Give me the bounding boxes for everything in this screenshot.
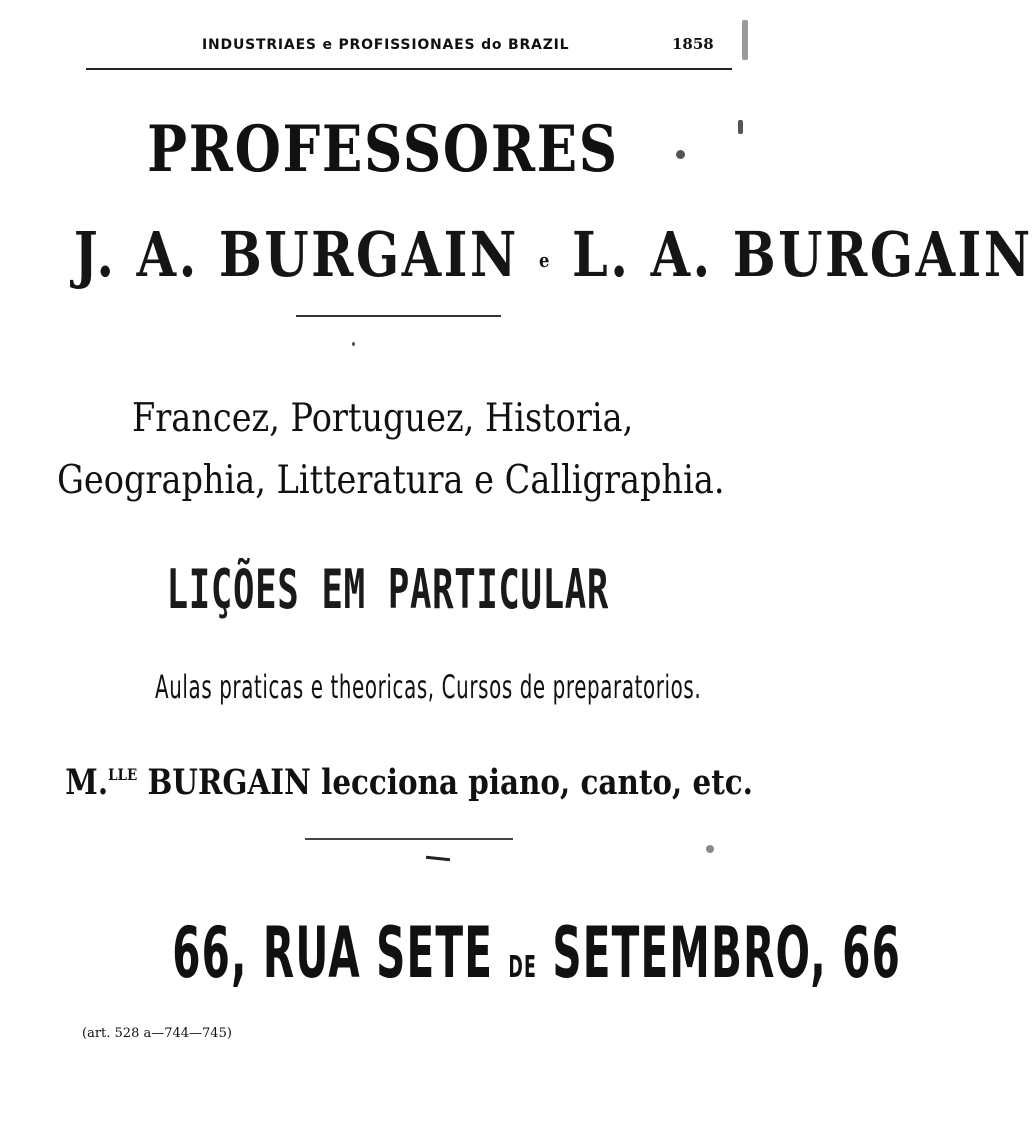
mlle-prefix: M. — [65, 762, 109, 803]
ink-speck — [738, 120, 743, 134]
mlle-text: BURGAIN lecciona piano, canto, etc. — [137, 762, 753, 803]
page-header — [86, 34, 736, 60]
divider-rule-1 — [296, 315, 501, 317]
ink-speck — [742, 20, 748, 60]
address-right: SETEMBRO, 66 — [537, 912, 901, 994]
address-de: DE — [508, 950, 538, 985]
courses-line: Aulas praticas e theoricas, Cursos de preparatorios. — [155, 668, 702, 706]
subjects-line-2: Geographia, Litteratura e Calligraphia. — [57, 458, 725, 503]
ornament-dash — [426, 856, 450, 861]
ink-speck — [352, 342, 355, 346]
professor-names — [73, 218, 1033, 291]
page-number: 1858 — [672, 35, 714, 53]
name-left: J. A. BURGAIN — [73, 218, 519, 291]
mlle-burgain-line — [65, 762, 753, 803]
header-rule — [86, 68, 732, 70]
address-left: 66, RUA SETE — [172, 912, 509, 994]
names-conjunction: e — [538, 248, 552, 272]
private-lessons-heading: LIÇÕES EM PARTICULAR — [166, 558, 610, 621]
mlle-superscript: LLE — [108, 765, 138, 784]
ink-speck — [676, 150, 685, 159]
running-title: INDUSTRIAES e PROFISSIONAES do BRAZIL — [202, 37, 570, 53]
article-reference: (art. 528 a—744—745) — [82, 1026, 232, 1041]
ad-title: PROFESSORES — [147, 112, 619, 187]
street-address — [172, 912, 901, 994]
divider-rule-2 — [305, 838, 513, 840]
name-right: L. A. BURGAIN — [572, 218, 1033, 291]
ink-speck — [706, 845, 714, 853]
subjects-line-1: Francez, Portuguez, Historia, — [132, 396, 634, 441]
